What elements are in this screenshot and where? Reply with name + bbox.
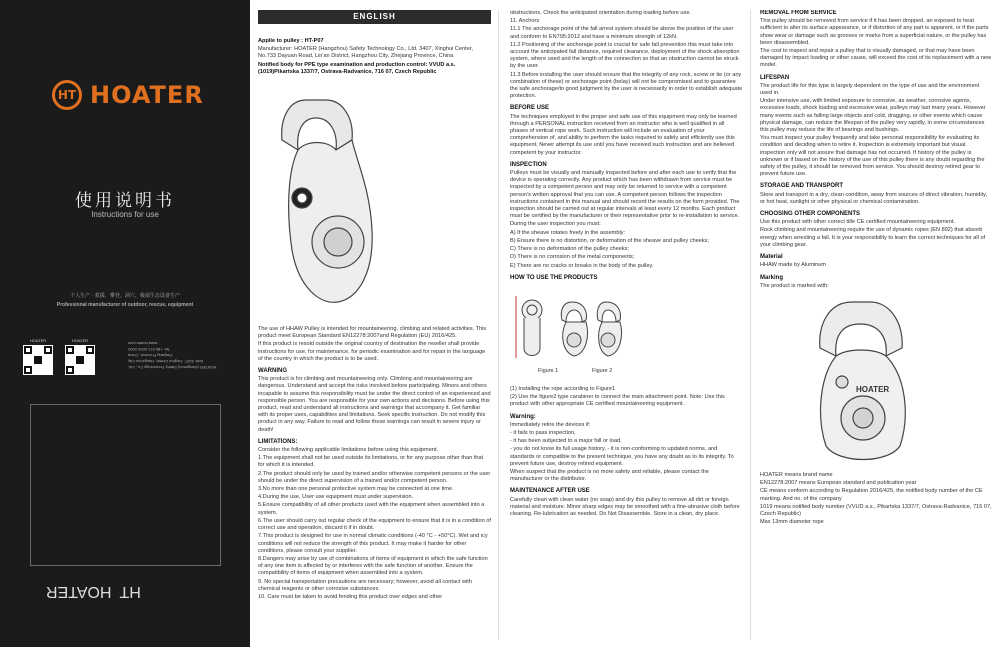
warning-heading: Warning: <box>510 413 536 420</box>
brand-name: HOATER <box>90 81 204 109</box>
warning-item: - it has been subjected to a major fall or load, <box>510 438 622 445</box>
storage-heading: STORAGE AND TRANSPORT <box>760 183 844 190</box>
figure-1-illustration <box>510 288 630 368</box>
slogan-english: Professional manufacturer of outdoor, rescue, equipment <box>56 302 194 308</box>
check-item: D) There is no corrosion of the metal components; <box>510 254 635 261</box>
column-divider <box>750 10 751 640</box>
lifespan-text: The product life for this type is largely dependent on the type of use and the environment used in. <box>760 82 980 97</box>
intro-paragraph: The use of HHAW Pulley is intended for mountaineering, climbing and related activities. This product meet European Standard EN12278:2007and Regulation (EU) 2016/425. <box>258 326 487 340</box>
brand-logo <box>52 80 204 110</box>
how-to-figures <box>510 288 743 380</box>
slogan-chinese: 个人生产 · 救援、攀登、洞穴、极端生态设备生产 <box>70 293 180 299</box>
marking-text: The product is marked with: <box>760 282 829 289</box>
limitation-item: 6.The user should carry out regular check of the equipment to ensure that it is in a condition of correct use and operation, discard it if in doubt. <box>258 517 491 532</box>
material-heading: Material <box>760 254 783 261</box>
blank-frame <box>30 404 221 566</box>
maintenance-heading: MAINTENANCE AFTER USE <box>510 488 590 495</box>
lifespan-heading: LIFESPAN <box>760 74 790 81</box>
pulley-brand-mark: HOATER <box>856 384 890 394</box>
column-1 <box>258 10 491 642</box>
qr-code-icon <box>65 345 95 375</box>
how-to-heading: HOW TO USE THE PRODUCTS <box>510 274 598 281</box>
qr-code-icon <box>23 345 53 375</box>
column-2 <box>510 10 743 642</box>
check-item: B) Ensure there is no distortion, or deformation of the sheave and pulley cheeks; <box>510 237 710 244</box>
inspection-heading: INSPECTION <box>510 161 547 168</box>
continued-text: obstructions. Check the anticipated orientation during loading before use. <box>510 10 691 16</box>
inspection-text: Pulleys must be visually and manually inspected before and after each use to verify that the device is operating correctly. Any product which has been withdrawn from service must be inspected by a competent person and may only be returned to service with a competent person's written approval that you can use. A competent person follows the inspection instructions contained in this manual and should record the results on the form provided. The inspection should be carried out at regular intervals at least every 12 months. Each product must be certified by the manufacturer or their representative prior to re-installation to service. <box>510 170 740 220</box>
before-use-text: The techniques employed in the proper and safe use of this equipment may only be learned through a PERSONAL instruction received from an instructor who is well qualified in all phases of vertical rope work. Such instruction will include an evaluation of your comprehension of, and ability to perform the tasks required to safely and efficiently use this equipment. Never attempt its use until you have received such instruction and are believed competent by your instructor. <box>510 113 737 156</box>
warning-text: This product is for climbing and mountaineering only. Climbing and mountaineering are dangerous. Understand and accept the risks involved before participating. Minors and others incapable to assume this responsibility must be under the direct control of an experienced and responsible person. You are responsible for your own actions and decisions. Before using this product, read and understand all instructions and warnings that accompany it. Get familiar with its proper uses, capabilities and limitations. Seek specific instruction. Do not modify this product in any way. Failure to read and follow these warnings can result in severe injury or death! <box>258 376 491 433</box>
cover-panel <box>0 0 250 647</box>
qr-caption: HOATER <box>71 338 89 343</box>
before-use-heading: BEFORE USE <box>510 105 550 112</box>
limitation-item: 8.Dangers may arise by use of combinations of items of equipment in which the safe function of any one item is affected by or interferes with the safe function of another. Ensure the compatibility of items of equipment when assembled into a system. <box>258 555 488 577</box>
column-divider <box>498 10 499 640</box>
language-header: ENGLISH <box>258 10 491 24</box>
lifespan-text-3: You must inspect your pulley frequently and take personal responsibility for evaluating its condition and deciding when to retire it. Inspection is extremely important but visual inspection only will not assure that damage has not occurred. If history of the pulley is unknown or if based on the history of the use of this pulley there is any doubt regarding the safety of the pulley, it should be removed from service. You should destroy retired gear to prevent future use. <box>760 135 985 178</box>
choosing-text-2: Rock climbing and mountaineering require the use of dynamic ropes (EN 892) that absorb energy when arresting a fall. It is your responsibility to learn the correct techniques for all of your climbing gear. <box>760 227 986 248</box>
warning-item: When suspect that the product is no more safety and reliable, please contact the manufacturer or the distributor. <box>510 468 710 483</box>
warning-heading: WARNING <box>258 368 287 375</box>
limitation-item: 2.The product should only be used by trained and/or otherwise competent persons or the user should be under the direct supervision of a trained and/or competent person. <box>258 470 491 484</box>
anchors-heading: 11. Anchors <box>510 18 540 25</box>
applies-to: Applie to pulley : HT-P07 <box>258 38 324 44</box>
storage-text: Store and transport in a dry, clean condition, away from sources of direct vibration, humidity, or hot heat, sunlight or other physical or chemical contamination. <box>760 191 988 205</box>
anchor-item: 11.2 Positioning of the anchorage point is crucial for safe fall prevention this must take into account the anticipated fall distance, required clearance, deployment of the shock absorption system, where used and the length of the connection so that an obstruction cannot be struck by the user. <box>510 41 740 70</box>
logo-mark-icon: HT <box>52 80 82 110</box>
marking-line: CE means conform according to Regulation 2016/425, the notified body number of the CE marking. And no. of the company <box>760 488 983 502</box>
notified-body: Notified body for PPE type examination and production control: VVUD a.s. (1019)Pikartska 1337/7, Ostrava-Radvanice, 716 07, Czech Republic <box>258 61 456 75</box>
check-item: C) There is no deformation of the pulley cheeks; <box>510 246 629 253</box>
brand-logo-flipped <box>46 582 141 600</box>
choosing-heading: CHOOSING OTHER COMPONENTS <box>760 211 861 218</box>
limitations-heading: LIMITATIONS: <box>258 438 298 445</box>
limitation-item: 10. Care must be taken to avoid fending this product over edges and other <box>258 593 443 600</box>
removal-heading: REMOVAL FROM SERVICE <box>760 10 837 16</box>
anchor-item: 11.3 Before installing the user should ensure that the integrity of any rock, screw or tie (or any combination of these) or anchorage point (belay) will not be compromised and to guarantee the safe anchorage/to good judgment by the user is necessarily in order to establish adequate protection. <box>510 71 743 100</box>
removal-text: This pulley should be removed from service if it has been dropped, an exposed to heat sufficient to alter its surface appearance, or if distortion of any part is apparent, or if the parts show wear or damage such as grooves or marks from a superficial nature, or the pulley has been disassembled. <box>760 18 989 46</box>
figure-1-label: Figure 1 <box>538 367 559 374</box>
limitation-item: 4.During the use, User use equipment must under supervision. <box>258 494 414 501</box>
marked-pulley-illustration <box>760 296 992 466</box>
limitation-item: 7.This product is designed for use in normal climatic conditions (-40 °C - +50°C). Wet and icy conditions will not reduce the strength of this product. It may make it harder for other conditions, please consult your supplier. <box>258 533 488 554</box>
manufacturer-address-flipped: HOATER (Hangzhou) Safety Technology Co., Ltd. Add: 3407, Xinghui Center, Hangzhou City Zhejiang Province, China Tel: +86 571 0000 0000 www.hoater.com <box>128 341 217 370</box>
marking-line: 1019 means notified body number (VVUD a.s., Pikartska 1337/7, Ostrava-Radvanice, 716 07, Czech Republic) <box>760 503 992 517</box>
pulley-illustration <box>258 80 491 320</box>
resale-paragraph: If this product is resold outside the original country of destination the reseller shall provide instructions for use, for maintenance, for periodic examination and for repair in the language of the country in which the product is to be used. <box>258 341 486 362</box>
limitation-item: 9. No special transportation precautions are necessary; however, avoid all contact with chemical reagents or other corrosive substances. <box>258 578 472 592</box>
removal-text-2: The cost to inspect and repair a pulley that is visually damaged, or that may have been damaged by impact loading or other cause, will exceed the cost of its replacement with a new model. <box>760 48 992 69</box>
column-3 <box>760 10 992 642</box>
limitation-item: Consider the following applicable limitations before using this equipment. <box>258 447 439 454</box>
check-item: A) If the sheave rotates freely in the assembly: <box>510 229 626 236</box>
qr-code-2 <box>62 338 98 375</box>
qr-caption: HOATER <box>29 338 47 343</box>
brand-name: HOATER <box>46 583 112 600</box>
manufacturer: Manufacturer: HOATER (Hangzhou) Safety Technology Co., Ltd. 3407, Xinghui Center, No.733 Dayuan Road, Lin'an District, Hangzhou City, Zhejiang Province, China <box>258 46 473 60</box>
marking-line: Max 13mm diameter rope <box>760 519 824 526</box>
marking-line: EN12278:2007 means European standard and publication year <box>760 480 917 487</box>
warning-intro: Immediately retire the devices if: <box>510 421 591 428</box>
marking-heading: Marking <box>760 274 784 281</box>
anchor-item: 11.1 The anchorage point of the fall arrest system should be above the position of the user and conform to EN795:2012 and have a minimum strength of 12kN. <box>510 26 734 40</box>
check-item: E) There are no cracks or breaks in the body of the pulley. <box>510 262 654 269</box>
marking-line: HOATER means brand name <box>760 471 833 478</box>
warning-item: - it fails to pass inspection, <box>510 429 576 436</box>
maintenance-text: Carefully clean with clean water (no soap) and dry this pulley to remove all dirt or foreign material and moisture. Minor sharp edges may be smoothed with a fine-abrasive cloth before cleaning. Re-lubrication as needed. Do Not Disassemble. Store in a clean, dry place. <box>510 496 740 517</box>
during-inspection: During the user inspection you must: <box>510 221 601 228</box>
lifespan-text-2: Under intensive use, with limited exposure to corrosive, as weather, corrosive agents, excessive loads, shock loading and excessive wear, pulleys may last many years. However many events such as falling large objects and cold, dragging, or other events which cause physical damage, can reduce the lifespan of the pulley very rapidly, in some circumstances this pulley may reduce the life of bearings and bushings. <box>760 98 986 134</box>
logo-mark-icon: HT <box>119 583 141 600</box>
warning-item: - you do not know its full usage history, - it is non-conforming to updated norms, and standards or compatible to the present technique, you have any doubt as to its integrity. To prevent future use, destroy retired equipment. <box>510 446 734 467</box>
choosing-text: Use this product with other correct title CE certified mountaineering equipment. <box>760 219 955 226</box>
qr-code-1 <box>20 338 56 375</box>
limitation-item: 1.The equipment shall not be used outside its limitations, or for any purpose other than that for which it is intended. <box>258 455 484 469</box>
material-text: HHAW made by Aluminum <box>760 262 827 269</box>
title-chinese: 使用说明书 <box>75 191 175 211</box>
title-english: Instructions for use <box>91 210 159 219</box>
limitation-item: 3.No more than one personal protective system may be connected at one time. <box>258 486 454 493</box>
step-item: (2) Use the figure2 type carabiner to connect the main attachment point. Note: Use this product with other appropriate CE certified mountaineering equipment. <box>510 394 725 408</box>
limitation-item: 5.Ensure compatibility of all other products used with the equipment when assembled into a system. <box>258 502 485 516</box>
figure-2-label: Figure 2 <box>592 367 613 374</box>
step-item: (1) Installing the rope according to Figure1 <box>510 385 616 392</box>
